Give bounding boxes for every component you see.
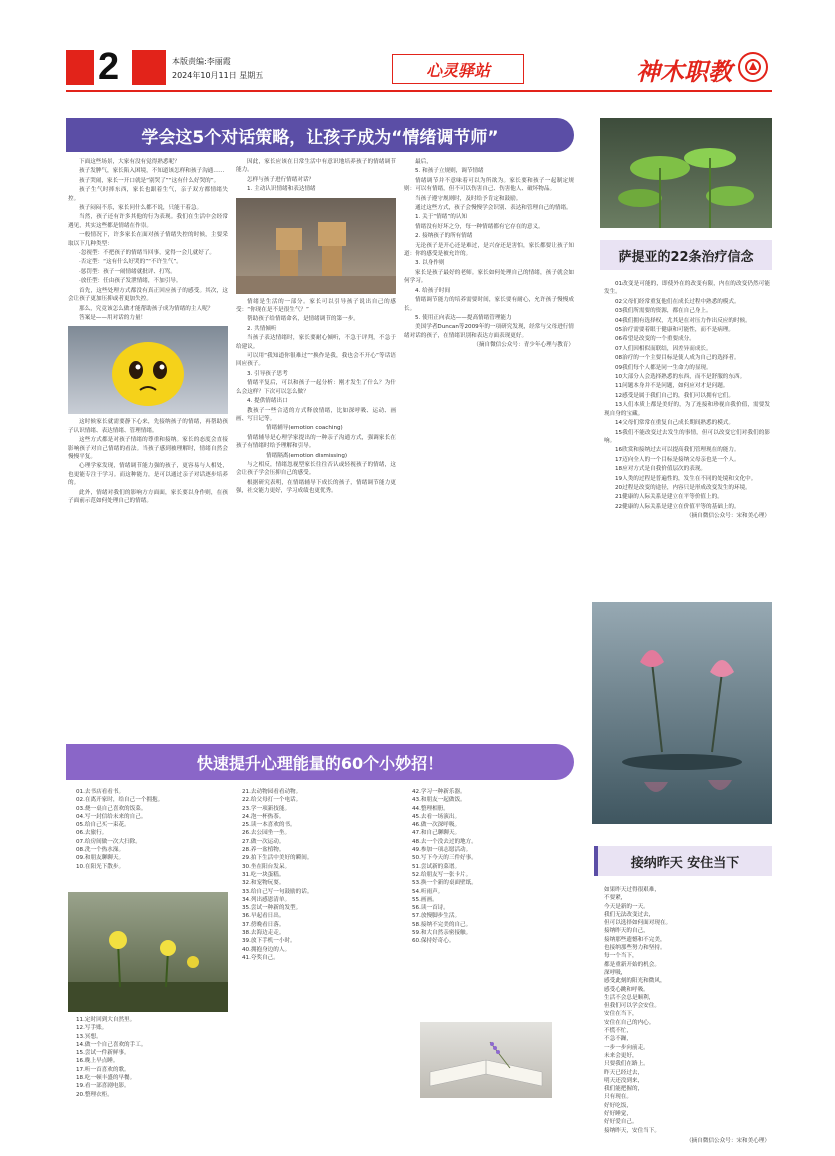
article2-title: 快速提升心理能量的60个小妙招！ <box>196 753 444 773</box>
article2-col3: 42.学习一种新乐器。 43.和朋友一起做饭。 44.整理相册。 45.去看一场演出。 46.做一次深呼吸。 47.和自己聊聊天。 48.去一个没去过的地方。 49.参加一项志愿活动。 50.写下今天的三件好事。 51.尝试新的菜谱。 52.给朋友写一张卡片。 53.换一个新的桌面壁纸。 54.听雨声。 55.画画。 56.读一首诗。 57.放慢脚步生活。 58.接纳不完美的自己。 59.和大自然亲密接触。 60.保持好奇心。 <box>412 789 477 945</box>
editor-line: 本版责编:李丽霞 <box>172 57 231 66</box>
article2-col1-bottom: 11.定时回到大自然里。 12.写手账。 13.冥想。 14.做一个自己喜欢的手工。 15.尝试一件新鲜事。 16.晚上早点睡。 17.听一首喜欢的歌。 18.吃一顿丰盛的早餐。 19.看一部喜剧电影。 20.整理衣柜。 <box>76 1017 147 1098</box>
sidebar1-body: 01改变是可能的，即使外在的改变有限，内在的改变仍然可能发生。 02父母们经常重复他们在成长过程中熟悉的模式。 03我们所需要的资源，都在自己身上。 04我们拥有选择权，尤其是在对压力作出反应的时候。 05治疗需要着眼于健康和可能性，而不是病理。 06希望是改变的一个重要成分。 07人们因相似而联结，因差异而成长。 08治疗的一个主要目标是使人成为自己的选择者。 09我们每个人都是同一生命力的显现。 10大部分人会选择熟悉的东西，而不是舒服的东西。 11问题本身并不是问题，如何应对才是问题。 12感受是属于我们自己的，我们可以拥有它们。 13人们本质上都是美好的，为了连接和珍视自我价值，需要发现自身的宝藏。 14父母们常常在重复自己成长期间熟悉的模式。 15我们不能改变过去发生的事情，但可以改变它们对我们的影响。 16欣赏和接纳过去可以提高我们管理现在的能力。 17迈向全人的一个目标是接纳父母亲也是一个人。 18应对方式是自我价值层次的表现。 19人类的过程是普遍性的，发生在不同的处境和文化中。 20过程是改变的途径，内容只是形成改变发生的环境。 21健康的人际关系是建立在平等价值上的。 22健康的人际关系是建立在价值平等的基础上的。 （摘自微信公众号：宋和美心理） <box>604 281 770 520</box>
sidebar1-title-box <box>600 240 772 270</box>
article2-col1: 01.去书店看看书。 02.在离开家时，给自己一个拥抱。 03.烧一桌自己喜欢的饭菜。 04.写一封信给未来的自己。 05.给自己买一束花。 06.去旅行。 07.给房间做一次大扫除。 08.洗一个热水澡。 09.和朋友聊聊天。 10.在阳光下散步。 <box>76 789 164 870</box>
article2-title-banner <box>66 744 574 780</box>
paper-name: 神木职教 <box>636 57 732 86</box>
article1-col2: 因此，家长应该在日常生活中有意识地培养孩子的情绪调节能力。 怎样与孩子进行情绪对话？ 1. 主动认识情绪和表达情绪 情绪是生活的一部分。家长可以引导孩子说出自己的感受：“你现在是不是很生气？” 帮助孩子给情绪命名，是情绪调节的第一步。 2. 共情倾听 当孩子表达情绪时，家长要耐心倾听，不急于评判，不急于给建议。 可以用“我知道你很难过”“换作是我，我也会不开心”等话语回应孩子。 3. 引导孩子思考 情绪平复后，可以和孩子一起分析：刚才发生了什么？为什么会这样？下次可以怎么做？ 4. 提供情绪出口 教孩子一些合适的方式释放情绪，比如深呼吸、运动、画画、写日记等。 情绪辅导(emotion coaching) 情绪辅导是心理学家提出的一种亲子沟通方式，强调家长在孩子有情绪时给予理解和引导。 情绪隔离(emotion dismissing) 与之相反，情绪忽视型家长往往否认或轻视孩子的情绪，这会让孩子学会压抑自己的感受。 根据研究表明，在情绪辅导下成长的孩子，情绪调节能力更强，社交能力更好，学习成绩也更优秀。 <box>236 159 396 495</box>
sidebar2-title-box <box>594 846 772 876</box>
masthead-red-block-mid <box>132 50 166 85</box>
sidebar2-source: （摘自微信公众号：宋和美心理） <box>686 1137 770 1144</box>
sidebar1-source: （摘自微信公众号：宋和美心理） <box>686 513 770 520</box>
logo-emblem-icon <box>738 52 768 82</box>
lotus-flower-photo <box>592 602 772 824</box>
masthead-rule <box>66 90 772 92</box>
yellow-flowers-photo <box>68 892 228 1012</box>
article1-title: 学会这5个对话策略，让孩子成为“情绪调节师” <box>141 127 499 148</box>
section-name: 心灵驿站 <box>425 60 490 80</box>
robot-figures-image <box>236 198 396 294</box>
article1-col1: 下面这些场景，大家有没有觉得熟悉呢？ 孩子发脾气，家长陷入困境，不知道该怎样和孩子沟通…… 孩子哭闹，家长一开口就是“别哭了”“这有什么好哭的”。 孩子生气时摔东西，家长也跟着生气，亲子双方都情绪失控。 孩子闷闷不乐，家长问什么都不说，只能干着急。 当然，孩子还有许多其他的行为表现。我们在生活中会经常遇见，其实这些都是情绪在作祟。 一般情况下，许多家长在面对孩子情绪失控的时候，主要采取以下几种类型： ·忽视型：不把孩子的情绪当回事，觉得一会儿就好了。 ·否定型：“这有什么好哭的”“不许生气”。 ·惩罚型：孩子一闹情绪就批评、打骂。 ·放任型：任由孩子发泄情绪，不加引导。 首先，这些处理方式都没有真正回应孩子的感受。其次，这会让孩子更加压抑或者更加失控。 那么，究竟该怎么做才能帮助孩子成为情绪的主人呢？ 答案是——用对话的力量！ 这时候家长就需要静下心来，先接纳孩子的情绪，再帮助孩子认识情绪、表达情绪、管理情绪。 这些方式都是对孩子情绪的尊重和接纳。家长的态度会直接影响孩子对自己情绪的看法。当孩子感到被理解时，情绪自然会慢慢平复。 心理学家发现，情绪调节能力强的孩子，更容易与人相处，也更能专注于学习。而这种能力，是可以通过亲子对话逐步培养的。 此外，情绪对我们的影响方方面面，家长要以身作则，在孩子面前示范如何处理自己的情绪。 <box>68 159 228 504</box>
page-number: 2 <box>98 46 120 88</box>
sidebar2-body: 如果昨天过得很艰难， 不要紧， 今天是新的一天。 我们无法改变过去， 但可以选择如何面对现在。 接纳昨天的自己， 接纳那些遗憾和不完美， 也接纳那些努力和坚持。 每一个当下， 都是重新开始的机会。 深呼吸， 感受此刻的阳光和微风， 感受心跳和呼吸。 生活不会总是顺利， 但我们可以学会安住。 安住在当下， 安住在自己的内心。 不慌不忙， 不急不躁， 一步一步向前走。 未来会更好， 只要我们在路上。 昨天已经过去， 明天还没到来， 我们能把握的， 只有现在。 好好吃饭， 好好睡觉， 好好爱自己。 接纳昨天，安住当下。 （摘自微信公众号：宋和美心理） <box>604 887 770 1144</box>
sidebar2-title: 接纳昨天 安住当下 <box>630 855 740 871</box>
article1-col3: 最后， 5. 和孩子立规则，调节情绪 情绪调节并不意味着可以为所欲为。家长要和孩子一起制定规则：可以有情绪，但不可以伤害自己、伤害他人、破坏物品。 当孩子遵守规则时，及时给予肯定和鼓励。 通过这些方式，孩子会慢慢学会识别、表达和管理自己的情绪。 1. 关于“情绪”的认知 情绪没有好坏之分，每一种情绪都有它存在的意义。 2. 接纳孩子的所有情绪 无论孩子是开心还是难过，是兴奋还是害怕，家长都要让孩子知道：你的感受是被允许的。 3. 以身作则 家长是孩子最好的老师。家长如何处理自己的情绪，孩子就会如何学习。 4. 给孩子时间 情绪调节能力的培养需要时间，家长要有耐心，允许孩子慢慢成长。 5. 使用正向表达——提高情绪管理能力 美国学者Duncan等2009年的一项研究发现，经常与父母进行情绪对话的孩子，在情绪识别和表达方面表现更好。 （摘自微信公众号：青少年心理与教育） <box>404 159 574 349</box>
article1-title-banner <box>66 118 574 152</box>
lotus-leaves-photo <box>600 118 772 228</box>
article1-source: （摘自微信公众号：青少年心理与教育） <box>473 342 574 349</box>
masthead-red-block-left <box>66 50 94 85</box>
emoji-image <box>68 326 228 414</box>
article2-col2: 21.去动物园看看动物。 22.给父母打一个电话。 23.学一项新技能。 24.泡一杯热茶。 25.读一本喜欢的书。 26.去公园坐一坐。 27.做一次运动。 28.养一盆植物。 29.拍下生活中美好的瞬间。 30.坐在阳台发呆。 31.吃一块蛋糕。 32.和宠物玩耍。 33.给自己写一句鼓励的话。 34.列出感恩清单。 35.尝试一种新的发型。 36.早起看日出。 37.傍晚看日落。 38.去海边走走。 39.放下手机一小时。 40.拥抱身边的人。 41.夸奖自己。 <box>242 789 313 961</box>
sidebar1-title: 萨提亚的22条治疗信念 <box>618 249 754 265</box>
section-tab <box>392 54 524 84</box>
book-lavender-photo <box>420 1022 552 1098</box>
date-line: 2024年10月11日 星期五 <box>172 71 264 80</box>
